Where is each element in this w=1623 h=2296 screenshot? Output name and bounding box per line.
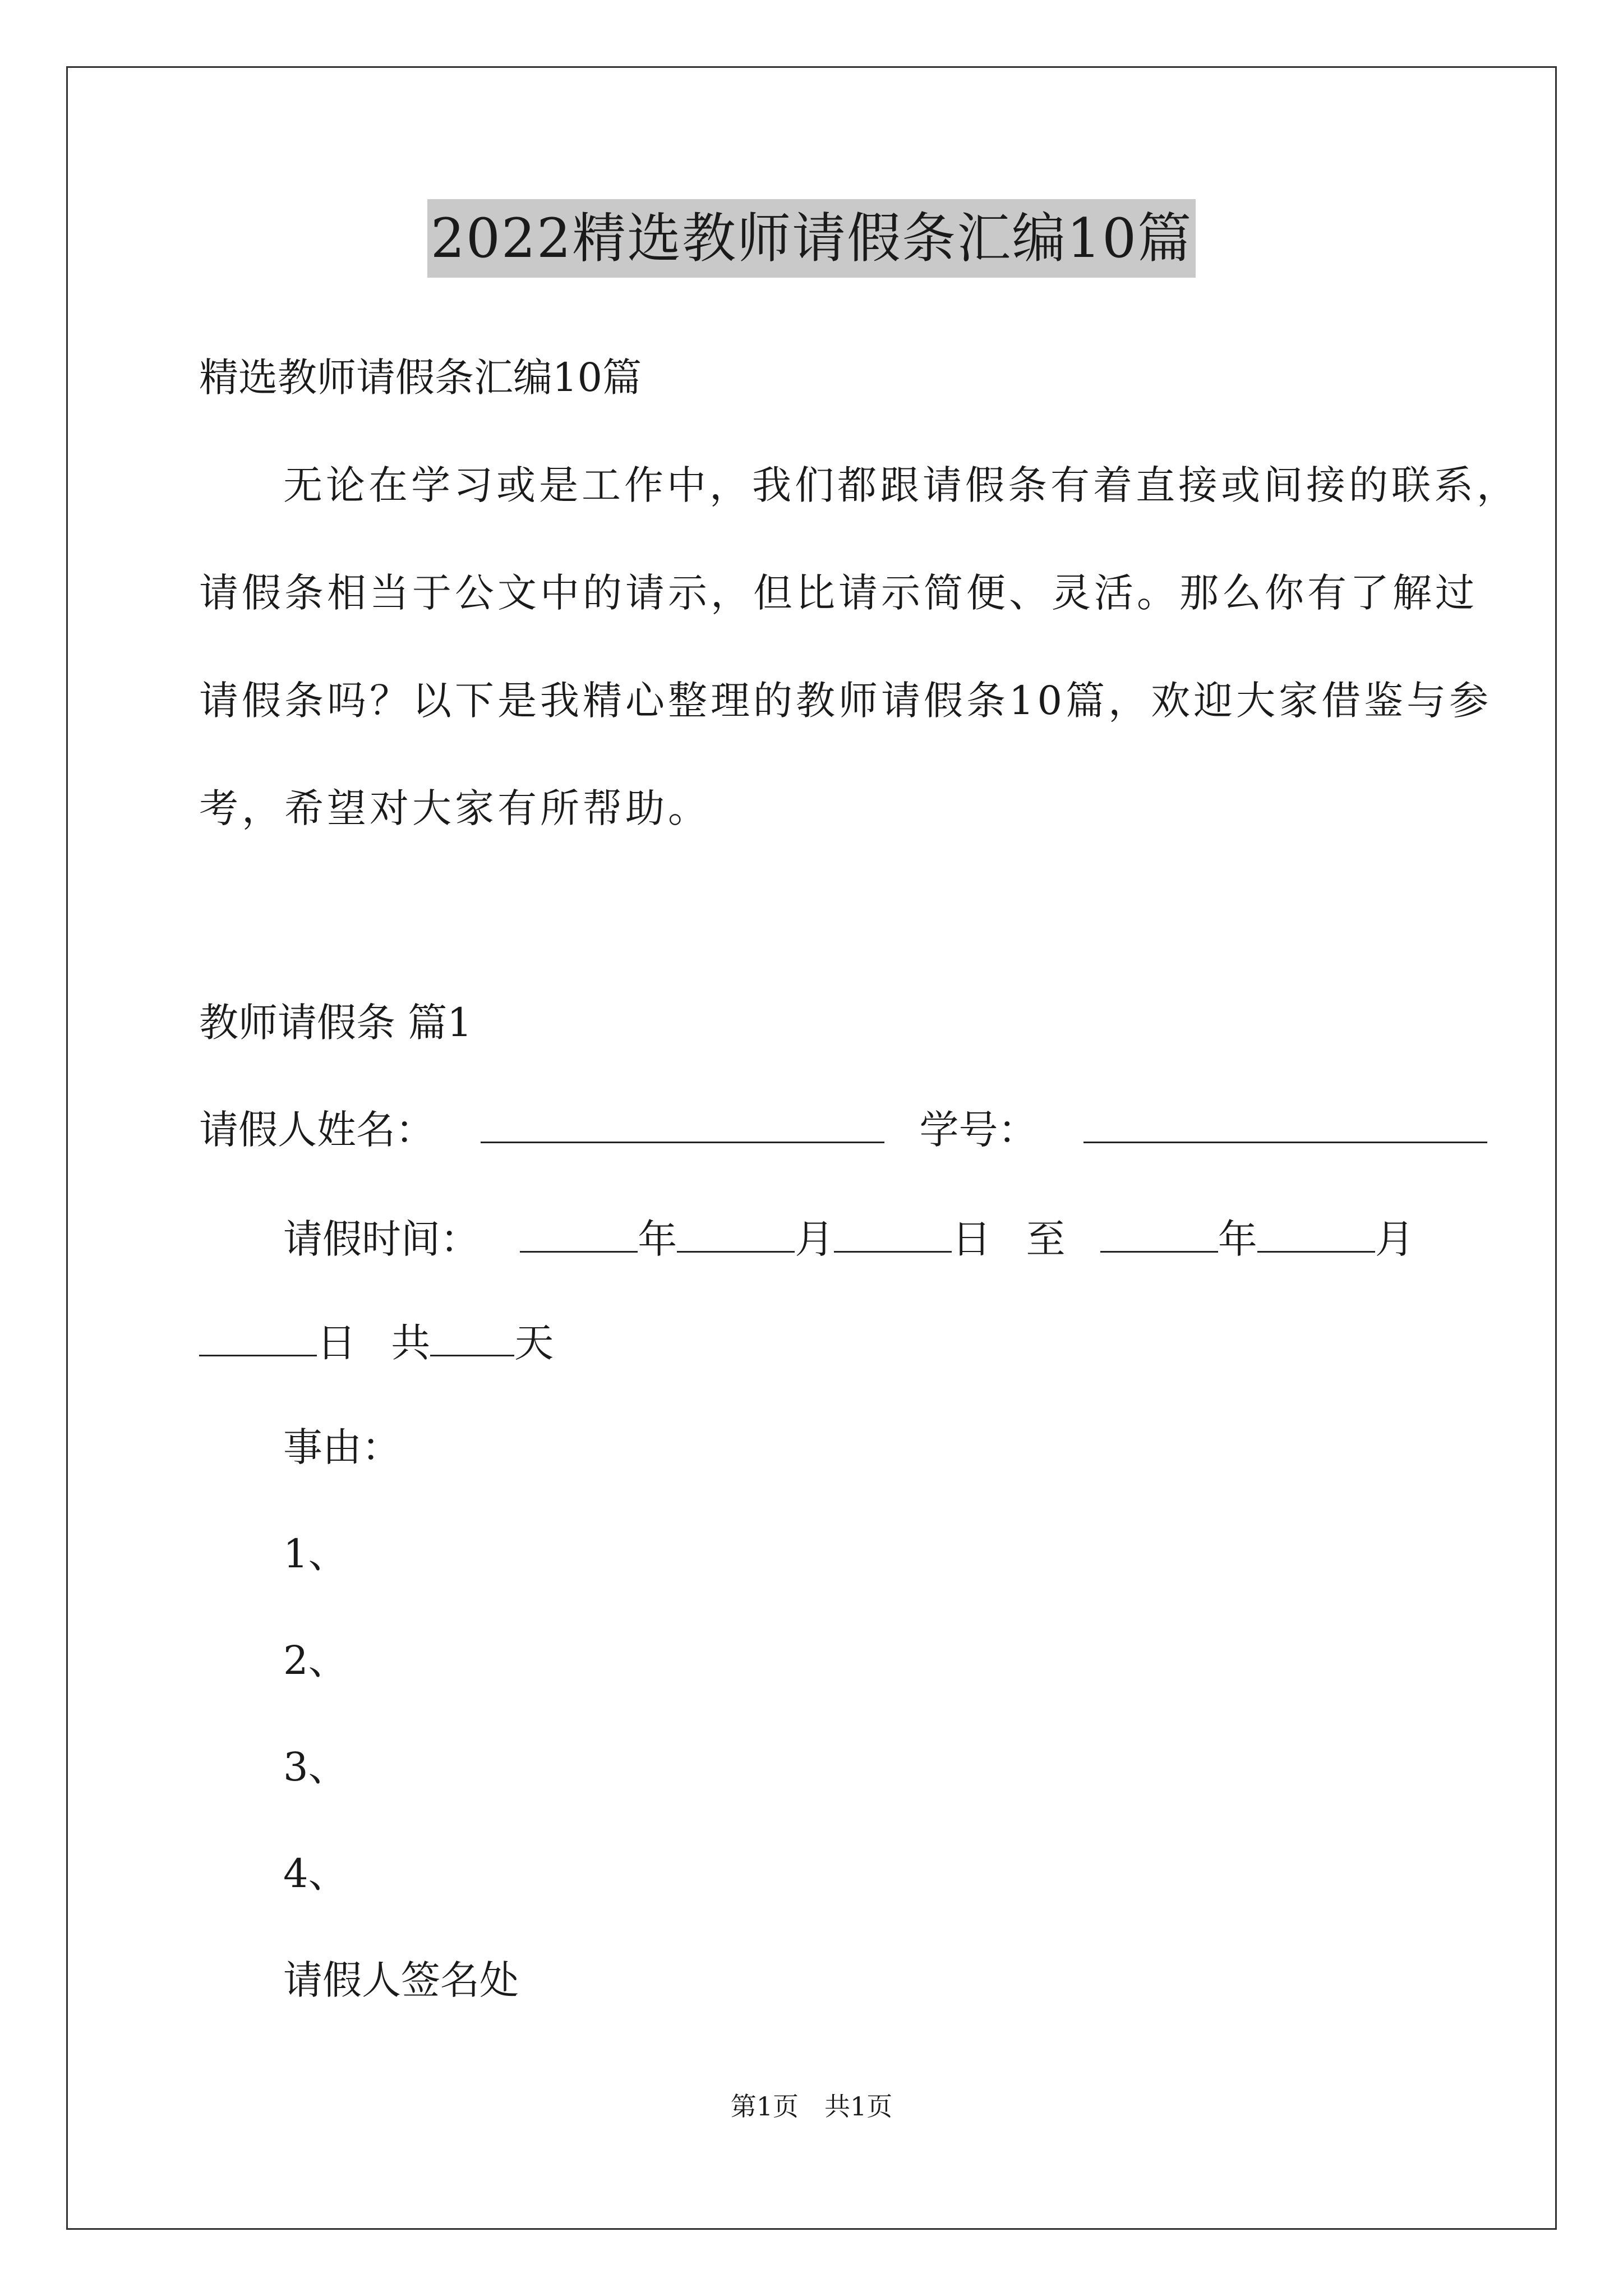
end-day-unit: 日 — [317, 1320, 356, 1366]
intro-line-2: 请假条相当于公文中的请示，但比请示简便、灵活。那么你有了解过 — [199, 570, 1478, 616]
signature-label: 请假人签名处 — [283, 1957, 519, 2003]
name-label: 请假人姓名： — [199, 1107, 435, 1153]
days-unit: 天 — [514, 1320, 554, 1366]
intro-line-1: 无论在学习或是工作中，我们都跟请假条有着直接或间接的联系， — [283, 462, 1519, 508]
start-month-blank[interactable] — [677, 1212, 795, 1253]
id-blank[interactable] — [1083, 1102, 1487, 1143]
reason-item-3: 3、 — [283, 1744, 348, 1790]
intro-line-4: 考，希望对大家有所帮助。 — [199, 785, 711, 831]
reason-item-4: 4、 — [283, 1851, 348, 1897]
page-footer: 第1页 共1页 — [730, 2091, 893, 2122]
reason-item-1: 1、 — [283, 1531, 348, 1577]
start-year-unit: 年 — [638, 1216, 677, 1262]
end-month-blank[interactable] — [1257, 1212, 1375, 1253]
document-subtitle: 精选教师请假条汇编10篇 — [199, 355, 642, 401]
name-blank[interactable] — [481, 1102, 884, 1143]
intro-line-3: 请假条吗？以下是我精心整理的教师请假条10篇，欢迎大家借鉴与参 — [199, 678, 1492, 724]
id-label: 学号： — [919, 1107, 1038, 1153]
to-label: 至 — [1026, 1216, 1066, 1262]
end-year-unit: 年 — [1218, 1216, 1257, 1262]
time-label: 请假时间： — [283, 1216, 479, 1262]
reason-label: 事由： — [283, 1424, 401, 1470]
end-year-blank[interactable] — [1100, 1212, 1218, 1253]
time-row-continued — [199, 1315, 554, 1368]
start-year-blank[interactable] — [520, 1212, 638, 1253]
start-month-unit: 月 — [795, 1216, 834, 1262]
reason-item-2: 2、 — [283, 1637, 348, 1683]
title-container — [0, 199, 1623, 278]
time-row — [283, 1212, 1414, 1264]
name-row — [199, 1102, 1487, 1155]
end-month-unit: 月 — [1375, 1216, 1414, 1262]
total-days-blank[interactable] — [430, 1315, 514, 1356]
end-day-blank[interactable] — [199, 1315, 317, 1356]
document-title: 2022精选教师请假条汇编10篇 — [427, 199, 1196, 278]
total-label: 共 — [391, 1320, 431, 1366]
start-day-blank[interactable] — [834, 1212, 952, 1253]
start-day-unit: 日 — [952, 1216, 992, 1262]
section-heading: 教师请假条 篇1 — [199, 1000, 472, 1046]
